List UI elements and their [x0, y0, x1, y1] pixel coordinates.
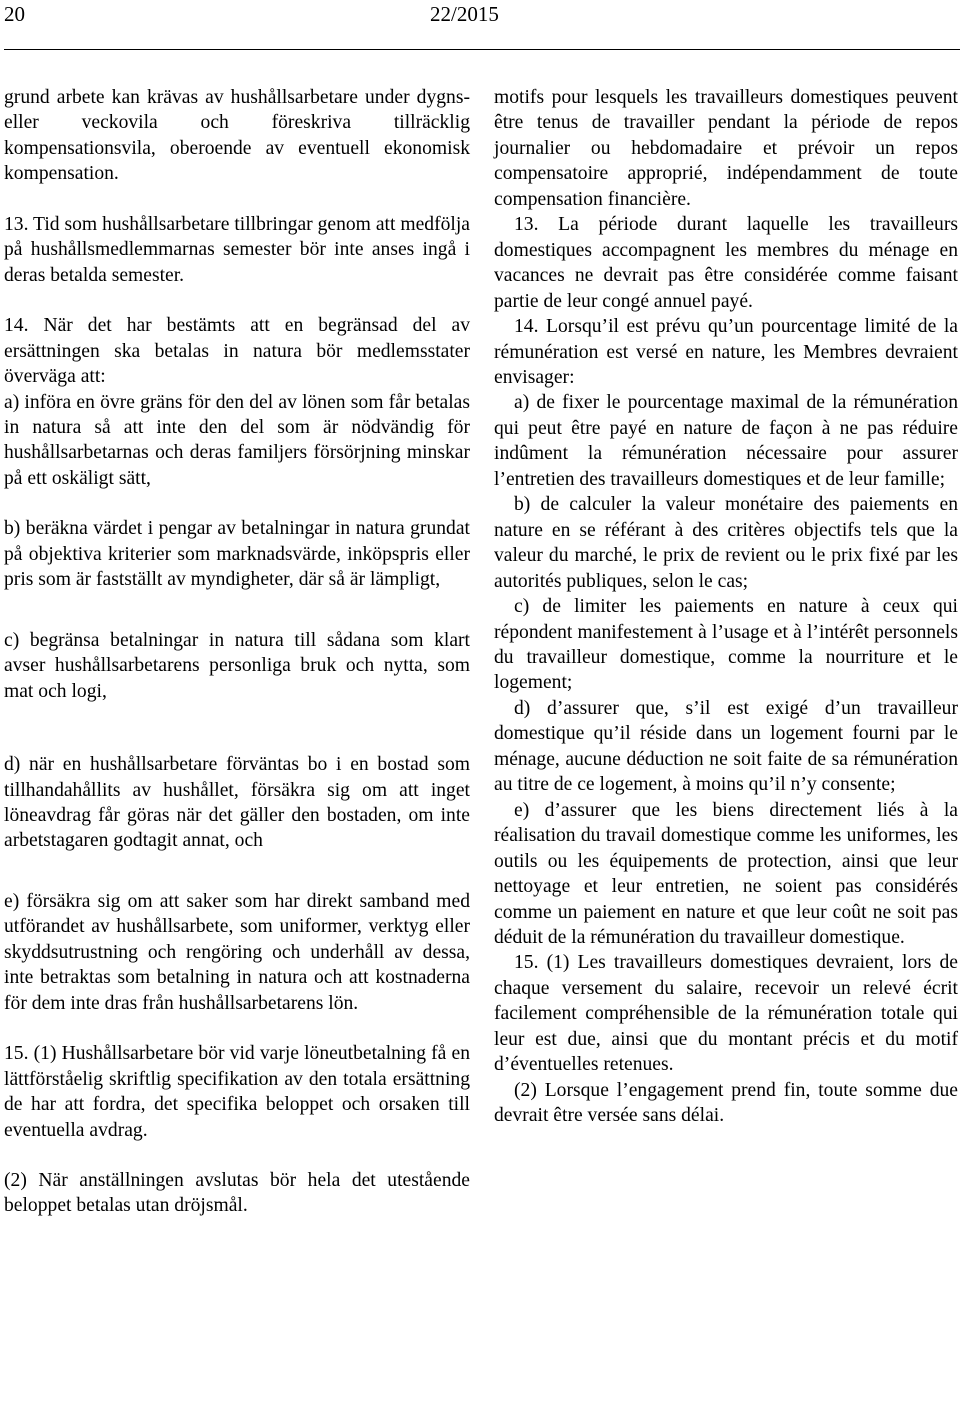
swedish-column: [4, 85, 470, 1219]
fr-paragraph-14: 14. Lorsqu’il est prévu qu’un pourcentage limité de la rémunération est versé en nature, les Membres devraient envisager:: [494, 316, 958, 388]
fr-item-a: a) de fixer le pourcentage maximal de la rémunération qui peut être payé en nature de façon à ne pas réduire indûment la rémunération nécessaire pour assurer l’entretien des travailleurs domestiques et de leur famille;: [494, 392, 958, 490]
sv-paragraph-15-2: (2) När anställningen avslutas bör hela det utestående beloppet betalas utan dröjsmål.: [4, 1169, 470, 1217]
sv-paragraph-15-1: 15. (1) Hushållsarbetare bör vid varje löneutbetalning få en lättförståelig skriftlig specifikation av den totala ersättning de har att fordra, det specifika beloppet och orsaken till eventuella avdrag.: [4, 1043, 470, 1141]
fr-item-c: c) de limiter les paiements en nature à ceux qui répondent manifestement à l’usage et à l’intérêt personnels du travailleur domestique, comme la nourriture et le logement;: [494, 596, 958, 694]
fr-paragraph-13: 13. La période durant laquelle les travailleurs domestiques accompagnent les membres du ménage en vacances ne devrait pas être considérée comme faisant partie de leur congé annuel payé.: [494, 214, 958, 312]
sv-paragraph-14: 14. När det har bestämts att en begränsad del av ersättningen ska betalas in natura bör medlemsstater överväga att:: [4, 315, 470, 388]
fr-item-d: d) d’assurer que, s’il est exigé d’un travailleur domestique qu’il réside dans un logement fourni par le ménage, aucune déduction ne soit faite de sa rémunération au titre de ce logement, à moins qu’il n’y consente;: [494, 697, 958, 796]
sv-item-a: a) införa en övre gräns för den del av lönen som får betalas in natura så att inte den del som är nödvändig för hushållsarbetarnas och deras familjers försörjning minskar på ett oskäligt sätt,: [4, 391, 470, 489]
fr-paragraph-15-2: (2) Lorsque l’engagement prend fin, toute somme due devrait être versée sans délai.: [494, 1079, 958, 1127]
sv-paragraph-continuation: grund arbete kan krävas av hushållsarbetare under dygns- eller veckovila och föreskriva tillräcklig kompensationsvila, oberoende av eventuell ekonomisk kompensation.: [4, 87, 470, 185]
document-number: 22/2015: [430, 2, 499, 26]
fr-item-e: e) d’assurer que les biens directement liés à la réalisation du travail domestique comme les uniformes, les outils ou les équipements de protection, ainsi que leur nettoyage et leur entretien, ne soient pas considérés comme un paiement en nature et que leur coût ne soit pas déduit de la rémunération du travailleur domestique.: [494, 799, 958, 948]
sv-item-c: c) begränsa betalningar in natura till sådana som klart avser hushållsarbetarens personliga bruk och nytta, som mat och logi,: [4, 629, 470, 702]
sv-paragraph-13: 13. Tid som hushållsarbetare tillbringar genom att medfölja på hushållsmedlemmarnas semester bör inte anses ingå i deras betalda semester.: [4, 213, 470, 286]
page-number: 20: [4, 2, 25, 26]
french-column: [494, 85, 958, 1129]
sv-item-d: d) när en hushållsarbetare förväntas bo i en bostad som tillhandahållits av hushållet, försäkra sig om att inget löneavdrag får göras när det gäller den bostaden, om inte arbetstagaren godtagit annat, och: [4, 754, 470, 852]
header-rule: [4, 49, 960, 50]
fr-paragraph-15-1: 15. (1) Les travailleurs domestiques devraient, lors de chaque versement du salaire, recevoir un relevé écrit facilement compréhensible de la rémunération totale qui leur est due, ainsi que du montant précis et du motif d’éventuelles retenues.: [494, 952, 958, 1076]
fr-paragraph-continuation: motifs pour lesquels les travailleurs domestiques peuvent être tenus de travailler pendant la période de repos journalier ou hebdomadaire et prévoir un repos compensatoire approprié, indépendamment de toute compensation financière.: [494, 87, 958, 210]
sv-item-b: b) beräkna värdet i pengar av betalningar in natura grundat på objektiva kriterier som marknadsvärde, inköpspris eller pris som är fastställt av myndigheter, där så är lämpligt,: [4, 518, 470, 591]
sv-item-e: e) försäkra sig om att saker som har direkt samband med utförandet av hushållsarbete, som uniformer, verktyg eller skyddsutrustning och rengöring och underhåll av dessa, inte betraktas som betalning in natura och att kostnaderna för dem inte dras från hushållsarbetarens lön.: [4, 890, 470, 1014]
fr-item-b: b) de calculer la valeur monétaire des paiements en nature en se référant à des critères objectifs tels que la valeur du marché, le prix de revient ou le prix fixé par les autorités publiques, selon le cas;: [494, 494, 958, 592]
